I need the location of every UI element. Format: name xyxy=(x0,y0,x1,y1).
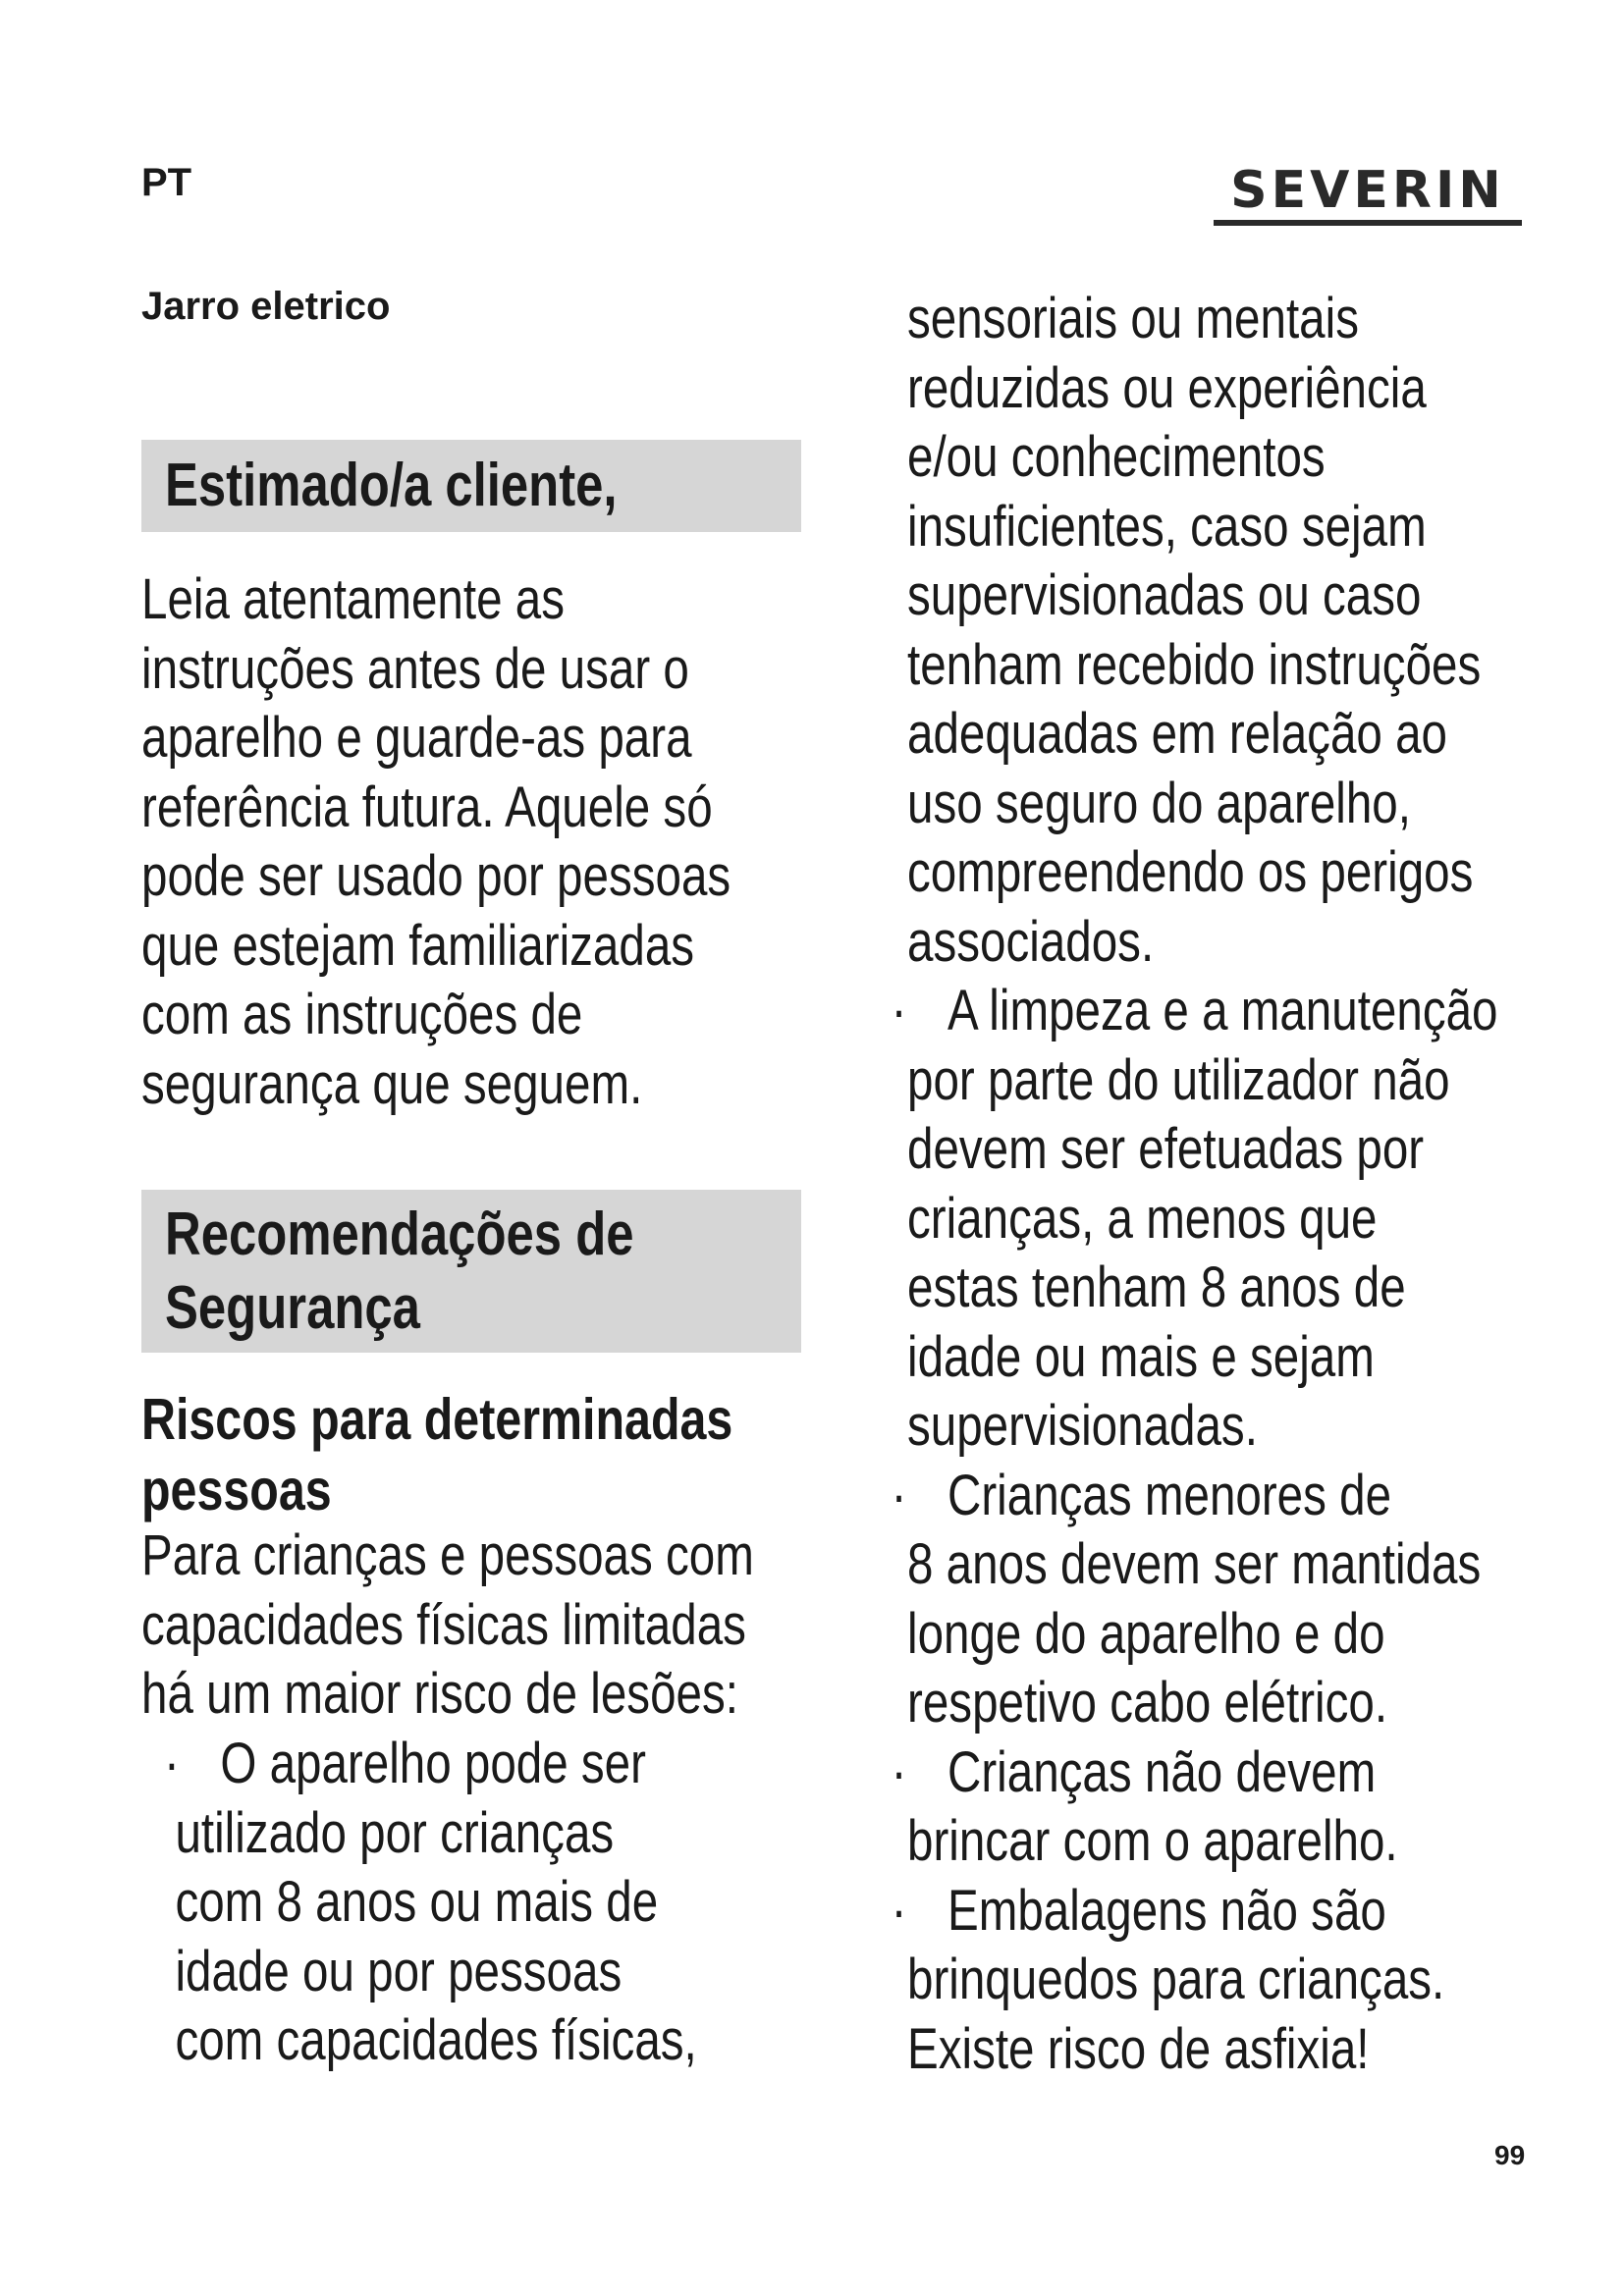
risks-intro-line: capacidades físicas limitadas xyxy=(141,1592,746,1657)
intro-line: que estejam familiarizadas xyxy=(141,913,695,978)
continuation-line: associados. xyxy=(907,909,1155,974)
bullet-line: idade ou por pessoas xyxy=(175,1939,623,2003)
risks-intro-line: há um maior risco de lesões: xyxy=(141,1662,738,1726)
risks-subheading-line: Riscos para determinadas xyxy=(141,1387,733,1452)
continuation-line: compreendendo os perigos xyxy=(907,840,1474,904)
bullet-line: estas tenham 8 anos de xyxy=(907,1255,1406,1319)
bullet-line: idade ou mais e sejam xyxy=(907,1324,1375,1389)
risks-subheading-line: pessoas xyxy=(141,1458,332,1522)
continuation-line: sensoriais ou mentais xyxy=(907,287,1359,350)
brand-name: SEVERIN xyxy=(1230,161,1505,220)
bullet-item-5 xyxy=(892,1877,1498,1947)
bullet-text: A limpeza e a manutenção xyxy=(947,979,1498,1042)
continuation-line: tenham recebido instruções xyxy=(907,632,1482,697)
customer-heading-text: Estimado/a cliente, xyxy=(165,452,618,519)
intro-line: pode ser usado por pessoas xyxy=(141,844,731,908)
brand-logo xyxy=(1214,163,1522,226)
bullet-text: Crianças menores de xyxy=(947,1463,1392,1527)
page-number: 99 xyxy=(1494,2140,1526,2170)
intro-line: com as instruções de xyxy=(141,983,583,1046)
continuation-line: insuficientes, caso sejam xyxy=(907,494,1427,559)
bullet-marker: · xyxy=(891,1739,907,1804)
continuation-line: supervisionadas ou caso xyxy=(907,563,1422,627)
bullet-marker: · xyxy=(163,1732,180,1795)
section-heading-safety xyxy=(141,1190,801,1353)
bullet-line: com 8 anos ou mais de xyxy=(175,1870,659,1934)
bullet-marker: · xyxy=(891,979,907,1042)
language-code: PT xyxy=(141,161,192,204)
bullet-text: O aparelho pode ser xyxy=(220,1732,646,1795)
bullet-line: brinquedos para crianças. xyxy=(907,1948,1445,2011)
bullet-line: supervisionadas. xyxy=(907,1394,1258,1458)
intro-line: Leia atentamente as xyxy=(141,567,565,631)
bullet-text: Embalagens não são xyxy=(947,1878,1386,1943)
product-title: Jarro eletrico xyxy=(141,285,391,328)
bullet-line: Existe risco de asfixia! xyxy=(907,2016,1370,2081)
bullet-item-1 xyxy=(141,1730,697,2076)
bullet-line: com capacidades físicas, xyxy=(175,2008,697,2072)
bullet-line: por parte do utilizador não xyxy=(907,1047,1450,1112)
bullet-item-2 xyxy=(892,977,1498,1046)
bullet-line: devem ser efetuadas por xyxy=(907,1117,1425,1181)
bullet-line: respetivo cabo elétrico. xyxy=(907,1671,1388,1735)
intro-line: referência futura. Aquele só xyxy=(141,774,713,839)
bullet-line: 8 anos devem ser mantidas xyxy=(907,1532,1482,1596)
bullet-item-3 xyxy=(892,1462,1498,1531)
bullet-line: crianças, a menos que xyxy=(907,1186,1378,1251)
right-column-text xyxy=(891,285,1498,2084)
intro-line: aparelho e guarde-as para xyxy=(141,706,692,770)
section-heading-customer xyxy=(141,440,801,532)
risks-intro-line: Para crianças e pessoas com xyxy=(141,1523,754,1587)
safety-heading-line: Segurança xyxy=(165,1274,420,1342)
bullet-marker: · xyxy=(891,1463,907,1527)
risks-intro-paragraph xyxy=(141,1522,754,1730)
bullet-item-4 xyxy=(892,1738,1498,1808)
intro-line: instruções antes de usar o xyxy=(141,636,689,701)
brand-underline xyxy=(1214,220,1522,226)
bullet-text: Crianças não devem xyxy=(947,1739,1377,1804)
risks-subheading xyxy=(141,1384,732,1525)
bullet-marker: · xyxy=(891,1878,907,1943)
bullet-line: brincar com o aparelho. xyxy=(907,1809,1398,1873)
intro-line: segurança que seguem. xyxy=(141,1051,643,1116)
continuation-line: uso seguro do aparelho, xyxy=(907,771,1411,835)
continuation-line: reduzidas ou experiência xyxy=(907,355,1427,420)
bullet-line: longe do aparelho e do xyxy=(907,1601,1385,1666)
safety-heading-line: Recomendações de xyxy=(165,1201,634,1268)
bullet-line: utilizado por crianças xyxy=(175,1800,615,1865)
intro-paragraph xyxy=(141,565,731,1119)
bullet-first-line xyxy=(141,1730,697,1799)
continuation-line: adequadas em relação ao xyxy=(907,702,1447,766)
continuation-line: e/ou conhecimentos xyxy=(907,425,1326,489)
